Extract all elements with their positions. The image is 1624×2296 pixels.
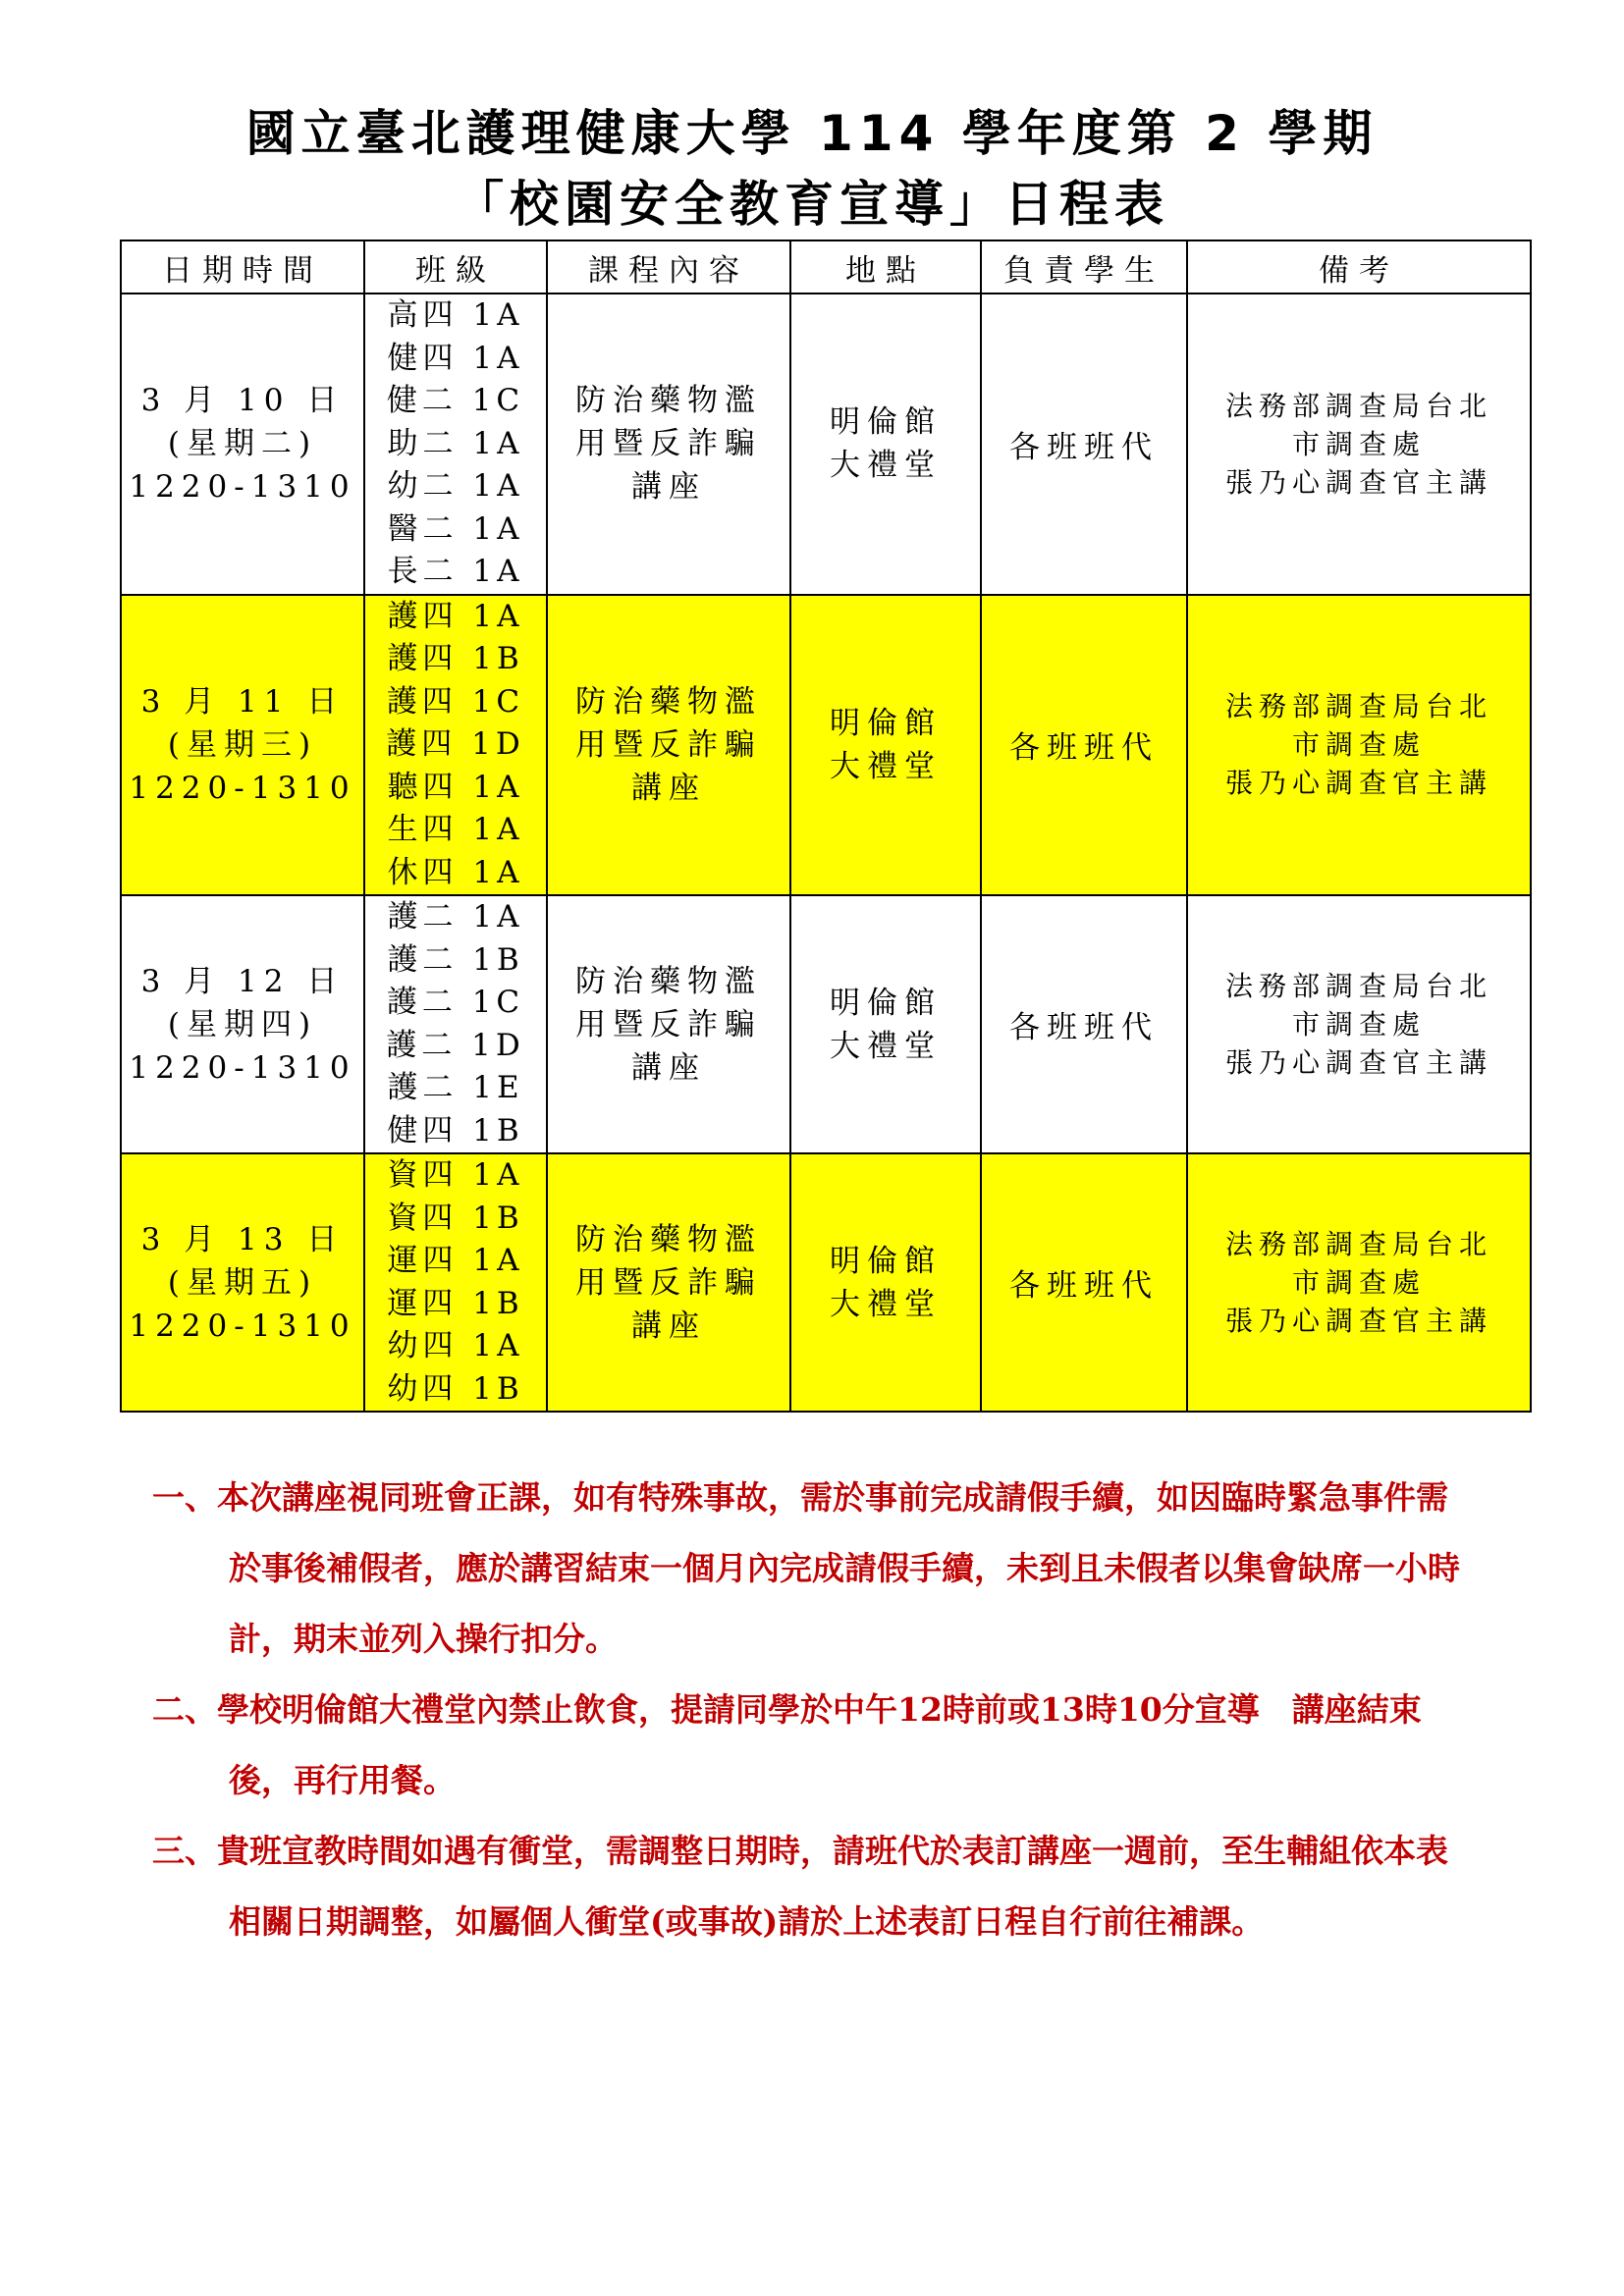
course-line: 講座 bbox=[631, 770, 706, 806]
location-cell bbox=[790, 1153, 981, 1412]
date-text: 3 月 13 日 bbox=[140, 1221, 345, 1257]
class-cell bbox=[364, 595, 547, 896]
time-text: 1220-1310 bbox=[129, 1308, 356, 1344]
location-cell bbox=[790, 895, 981, 1153]
note-line: 法務部調查局台北 bbox=[1224, 970, 1492, 1002]
note-line: 市調查處 bbox=[1291, 1266, 1426, 1299]
responsible-cell: 各班班代 bbox=[981, 895, 1187, 1153]
table-header-row bbox=[121, 240, 1531, 294]
class-cell bbox=[364, 895, 547, 1153]
course-cell bbox=[547, 895, 790, 1153]
course-line: 防治藥物濫 bbox=[575, 963, 762, 999]
note-item-2 bbox=[152, 1675, 1478, 1816]
date-text: 3 月 11 日 bbox=[140, 683, 345, 720]
course-cell bbox=[547, 1153, 790, 1412]
class-item: 護二 1A bbox=[387, 899, 524, 934]
course-line: 講座 bbox=[631, 1308, 706, 1344]
note-text: 學校明倫館大禮堂內禁止飲食，提請同學於中午12時前或13時10分宣導 講座結束後，再行用餐。 bbox=[217, 1690, 1422, 1799]
note-number: 三、 bbox=[152, 1832, 217, 1870]
class-item: 護二 1D bbox=[386, 1027, 525, 1063]
header-location: 地點 bbox=[790, 240, 981, 294]
note-line: 法務部調查局台北 bbox=[1224, 389, 1492, 422]
responsible-cell: 各班班代 bbox=[981, 1153, 1187, 1412]
note-line: 張乃心調查官主講 bbox=[1224, 1046, 1492, 1079]
date-text: 3 月 10 日 bbox=[140, 383, 345, 419]
weekday-text: (星期五) bbox=[167, 1264, 318, 1301]
date-cell bbox=[121, 1153, 364, 1412]
time-text: 1220-1310 bbox=[129, 1049, 356, 1086]
class-item: 護四 1A bbox=[387, 598, 524, 634]
class-item: 高四 1A bbox=[387, 297, 524, 333]
note-text: 貴班宣教時間如遇有衝堂，需調整日期時，請班代於表訂講座一週前，至生輔組依本表相關日期調整，如屬個人衝堂(或事故)請於上述表訂日程自行前往補課。 bbox=[217, 1832, 1448, 1941]
course-line: 防治藥物濫 bbox=[575, 383, 762, 419]
table-row bbox=[121, 595, 1531, 896]
course-cell bbox=[547, 294, 790, 595]
class-item: 健四 1A bbox=[387, 340, 524, 376]
location-line: 明倫館 bbox=[830, 985, 942, 1021]
location-line: 大禮堂 bbox=[830, 448, 942, 484]
notes-section bbox=[152, 1463, 1478, 1957]
class-item: 資四 1B bbox=[387, 1200, 524, 1236]
class-item: 幼二 1A bbox=[387, 468, 524, 504]
note-line: 法務部調查局台北 bbox=[1224, 690, 1492, 723]
class-item: 生四 1A bbox=[387, 812, 524, 847]
location-line: 大禮堂 bbox=[830, 1028, 942, 1064]
location-line: 大禮堂 bbox=[830, 1286, 942, 1322]
location-cell bbox=[790, 294, 981, 595]
weekday-text: (星期四) bbox=[167, 1006, 318, 1042]
class-item: 休四 1A bbox=[387, 854, 524, 890]
note-cell bbox=[1187, 895, 1531, 1153]
time-text: 1220-1310 bbox=[129, 770, 356, 806]
class-item: 長二 1A bbox=[387, 554, 524, 589]
class-item: 運四 1B bbox=[387, 1285, 524, 1321]
class-item: 護二 1B bbox=[387, 941, 524, 978]
table-row bbox=[121, 294, 1531, 595]
course-line: 講座 bbox=[631, 1049, 706, 1086]
note-line: 張乃心調查官主講 bbox=[1224, 1305, 1492, 1337]
date-cell bbox=[121, 294, 364, 595]
schedule-table bbox=[120, 240, 1532, 1413]
location-line: 明倫館 bbox=[830, 705, 942, 741]
course-line: 用暨反詐騙 bbox=[575, 426, 762, 462]
header-course: 課程內容 bbox=[547, 240, 790, 294]
header-responsible: 負責學生 bbox=[981, 240, 1187, 294]
course-line: 防治藥物濫 bbox=[575, 683, 762, 720]
note-line: 市調查處 bbox=[1291, 427, 1426, 460]
note-number: 二、 bbox=[152, 1690, 217, 1729]
note-cell bbox=[1187, 294, 1531, 595]
note-line: 法務部調查局台北 bbox=[1224, 1228, 1492, 1260]
course-line: 講座 bbox=[631, 469, 706, 506]
course-line: 用暨反詐騙 bbox=[575, 1006, 762, 1042]
course-cell bbox=[547, 595, 790, 896]
note-line: 市調查處 bbox=[1291, 728, 1426, 762]
time-text: 1220-1310 bbox=[129, 469, 356, 506]
responsible-cell: 各班班代 bbox=[981, 294, 1187, 595]
note-cell bbox=[1187, 595, 1531, 896]
note-cell bbox=[1187, 1153, 1531, 1412]
date-cell bbox=[121, 895, 364, 1153]
table-row bbox=[121, 895, 1531, 1153]
course-line: 用暨反詐騙 bbox=[575, 1264, 762, 1301]
date-text: 3 月 12 日 bbox=[140, 963, 345, 999]
course-line: 防治藥物濫 bbox=[575, 1221, 762, 1257]
class-item: 醫二 1A bbox=[387, 510, 524, 547]
page-title: 國立臺北護理健康大學 114 學年度第 2 學期 bbox=[245, 105, 1379, 162]
table-row bbox=[121, 1153, 1531, 1412]
class-item: 運四 1A bbox=[387, 1243, 524, 1278]
note-item-3 bbox=[152, 1816, 1478, 1957]
class-item: 聽四 1A bbox=[387, 769, 524, 805]
note-line: 張乃心調查官主講 bbox=[1224, 465, 1492, 499]
header-class: 班級 bbox=[364, 240, 547, 294]
course-line: 用暨反詐騙 bbox=[575, 726, 762, 763]
note-item-1 bbox=[152, 1463, 1478, 1675]
location-line: 明倫館 bbox=[830, 404, 942, 441]
weekday-text: (星期二) bbox=[167, 426, 318, 462]
location-line: 明倫館 bbox=[830, 1243, 942, 1279]
class-item: 助二 1A bbox=[387, 425, 524, 461]
class-cell bbox=[364, 1153, 547, 1412]
class-item: 護二 1E bbox=[387, 1070, 524, 1105]
responsible-cell: 各班班代 bbox=[981, 595, 1187, 896]
class-item: 資四 1A bbox=[387, 1157, 524, 1193]
note-text: 本次講座視同班會正課，如有特殊事故，需於事前完成請假手續，如因臨時緊急事件需於事後補假者，應於講習結束一個月內完成請假手續，未到且未假者以集會缺席一小時計，期末並列入操行扣分。 bbox=[217, 1478, 1460, 1658]
class-cell bbox=[364, 294, 547, 595]
note-line: 張乃心調查官主講 bbox=[1224, 767, 1492, 800]
date-cell bbox=[121, 595, 364, 896]
class-item: 健四 1B bbox=[387, 1112, 524, 1148]
location-line: 大禮堂 bbox=[830, 748, 942, 784]
class-item: 健二 1C bbox=[386, 383, 525, 418]
note-line: 市調查處 bbox=[1291, 1008, 1426, 1041]
class-item: 幼四 1A bbox=[387, 1328, 524, 1363]
class-item: 護四 1C bbox=[386, 683, 525, 720]
class-item: 護四 1D bbox=[386, 726, 525, 762]
header-datetime: 日期時間 bbox=[121, 240, 364, 294]
class-item: 幼四 1B bbox=[387, 1370, 524, 1407]
header-note: 備考 bbox=[1187, 240, 1531, 294]
note-number: 一、 bbox=[152, 1478, 217, 1517]
class-item: 護四 1B bbox=[387, 641, 524, 676]
location-cell bbox=[790, 595, 981, 896]
page-subtitle: 「校園安全教育宣導」日程表 bbox=[455, 176, 1169, 233]
weekday-text: (星期三) bbox=[167, 726, 318, 763]
class-item: 護二 1C bbox=[386, 985, 525, 1020]
